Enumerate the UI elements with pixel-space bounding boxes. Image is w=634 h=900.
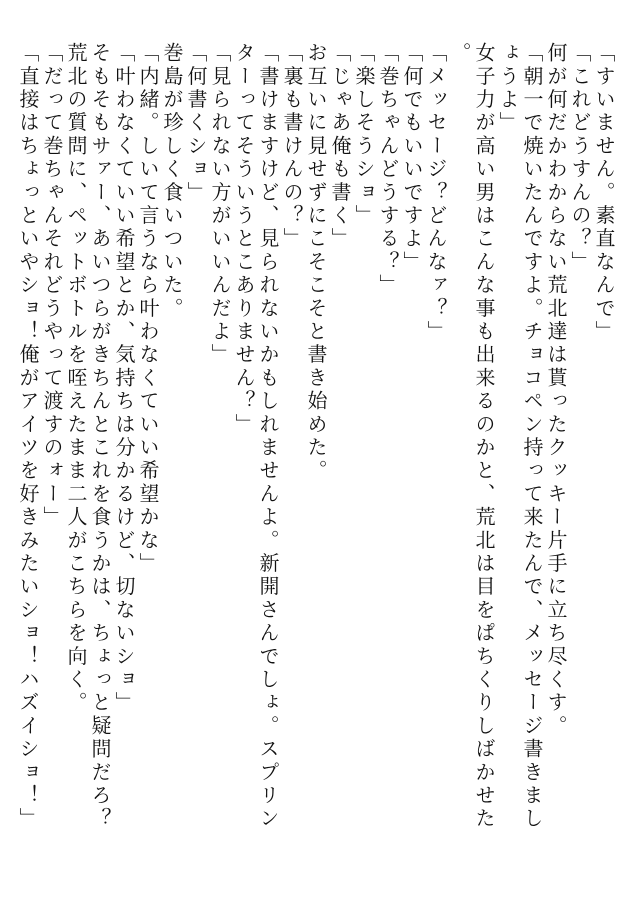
- paragraph: 女子力が高い男はこんな事も出来るのかと、荒北は目をぱちくりしばかせた。: [448, 42, 496, 831]
- paragraph: 「巻ちゃんどうする？」: [376, 42, 400, 298]
- paragraph: 「見られない方がいいんだよ」: [208, 42, 232, 367]
- paragraph: 「何書くショ」: [184, 42, 208, 205]
- paragraph: 「内緒。しいて言うなら叶わなくていい希望かな」: [136, 42, 160, 576]
- paragraph: 巻島が珍しく食いついた。: [160, 42, 184, 321]
- paragraph: お互いに見せずにこそこそと書き始めた。: [304, 42, 328, 483]
- paragraph: 何が何だかわからない荒北達は貰ったクッキー片手に立ち尽くす。: [544, 42, 568, 738]
- paragraph: そもそもサァー、あいつらがきちんとこれを食うかは、ちょっと疑問だろ？荒北の質問に、ペットボトルを咥えたまま二人がこちらを向く。: [64, 42, 112, 831]
- paragraph: 「朝一で焼いたんですよ。チョコペン持って来たんで、メッセージ書きましょうよ」: [496, 42, 544, 831]
- paragraph: 「叶わなくていい希望とか、気持ちは分かるけど、切ないショ」: [112, 42, 136, 715]
- paragraph: 「裏も書けんの？」: [280, 42, 304, 251]
- paragraph: 「だって巻ちゃんそれどうやって渡すのォー」: [40, 42, 64, 530]
- paragraph: 「書けますけど、見られないかもしれませんよ。新開さんでしょ。スプリンターってそういうとこありません？」: [232, 42, 280, 831]
- vertical-text-body: [16, 42, 616, 842]
- paragraph: 「楽しそうショ」: [352, 42, 376, 228]
- paragraph: 「すいません。素直なんで」: [592, 42, 616, 344]
- paragraph: 「これどうすんの？」: [568, 42, 592, 274]
- paragraph: 「直接はちょっといやショ！俺がアイツを好きみたいショ！ハズイショ！」: [16, 42, 40, 831]
- paragraph: 「何でもいいですよ」: [400, 42, 424, 274]
- paragraph: 「メッセージ？どんなァ？」: [424, 42, 448, 344]
- paragraph: 「じゃあ俺も書く」: [328, 42, 352, 251]
